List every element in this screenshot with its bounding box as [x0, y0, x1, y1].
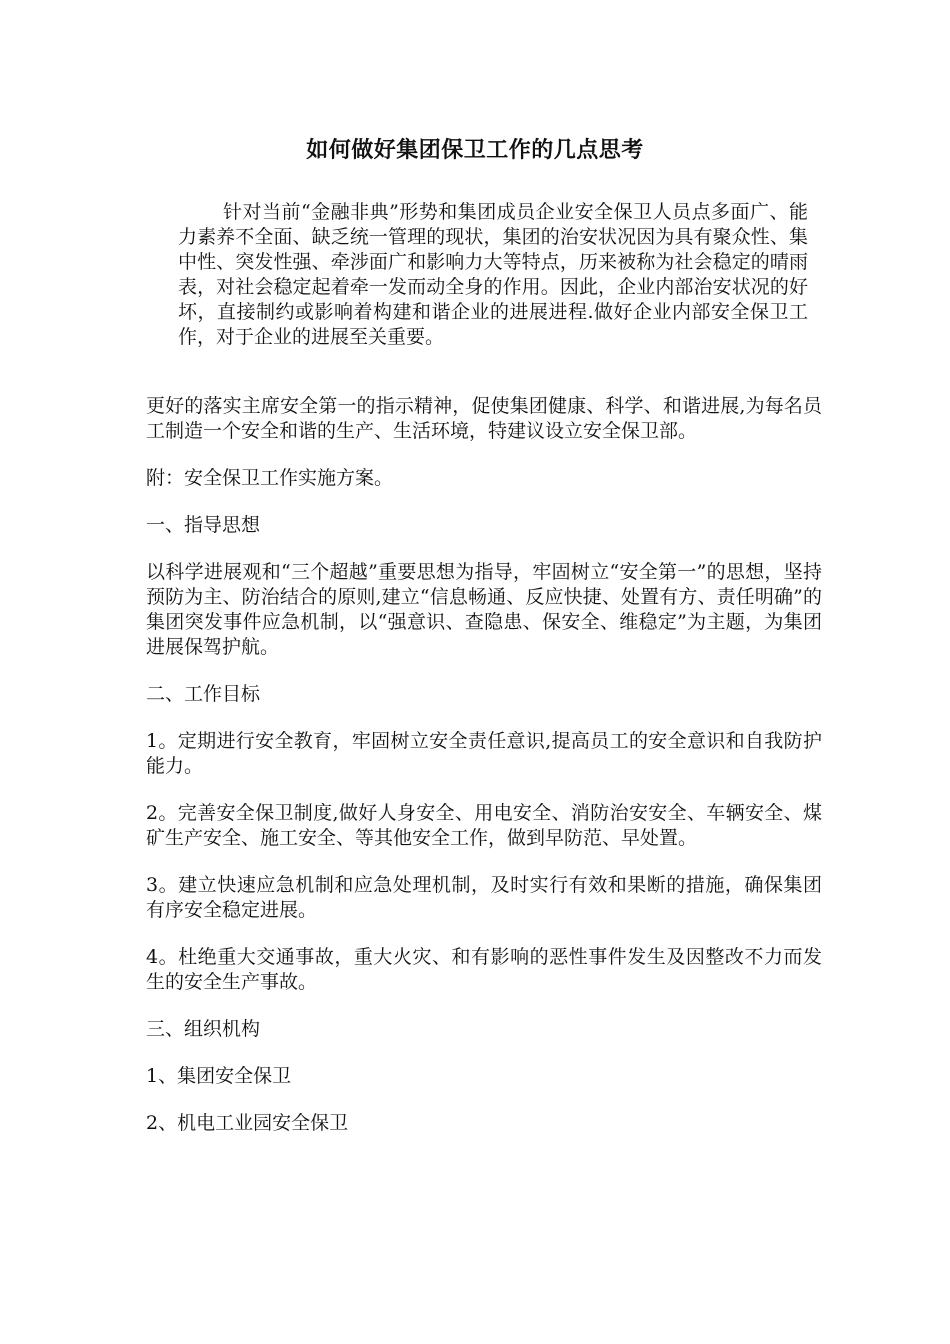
section-heading-work-goals: 二、工作目标	[146, 683, 261, 705]
document-body	[146, 394, 822, 1158]
guiding-ideology-paragraph: 以科学进展观和“三个超越”重要思想为指导，牢固树立“安全第一”的思想，坚持预防为主、防治结合的原则,建立“信息畅通、反应快捷、处置有方、责任明确”的集团突发事件应急机制，以“强意识、查隐患、保安全、维稳定”为主题，为集团进展保驾护航。	[146, 561, 822, 658]
purpose-paragraph: 更好的落实主席安全第一的指示精神，促使集团健康、科学、和谐进展,为每名员工制造一个安全和谐的生产、生活环境，特建议设立安全保卫部。	[146, 395, 822, 442]
goal-item-2: 2。完善安全保卫制度,做好人身安全、用电安全、消防治安安全、车辆安全、煤矿生产安全、施工安全、等其他安全工作，做到早防范、早处置。	[146, 802, 822, 849]
intro-paragraph: 针对当前“金融非典”形势和集团成员企业安全保卫人员点多面广、能力素养不全面、缺乏统一管理的现状，集团的治安状况因为具有聚众性、集中性、突发性强、牵涉面广和影响力大等特点，历来被称为社会稳定的晴雨表，对社会稳定起着牵一发而动全身的作用。因此，企业内部治安状况的好坏，直接制约或影响着构建和谐企业的进展进程.做好企业内部安全保卫工作，对于企业的进展至关重要。	[178, 201, 808, 348]
organization-item-2: 2、机电工业园安全保卫	[146, 1112, 349, 1134]
organization-item-1: 1、集团安全保卫	[146, 1065, 292, 1087]
document-title: 如何做好集团保卫工作的几点思考	[306, 138, 644, 163]
attachment-note: 附：安全保卫工作实施方案。	[146, 467, 394, 489]
goal-item-3: 3。建立快速应急机制和应急处理机制，及时实行有效和果断的措施，确保集团有序安全稳定进展。	[146, 874, 822, 921]
section-heading-guiding-ideology: 一、指导思想	[146, 514, 261, 536]
section-heading-organization: 三、组织机构	[146, 1018, 261, 1040]
goal-item-4: 4。杜绝重大交通事故，重大火灾、和有影响的恶性事件发生及因整改不力而发生的安全生产事故。	[146, 946, 822, 993]
goal-item-1: 1。定期进行安全教育，牢固树立安全责任意识,提高员工的安全意识和自我防护能力。	[146, 730, 822, 777]
